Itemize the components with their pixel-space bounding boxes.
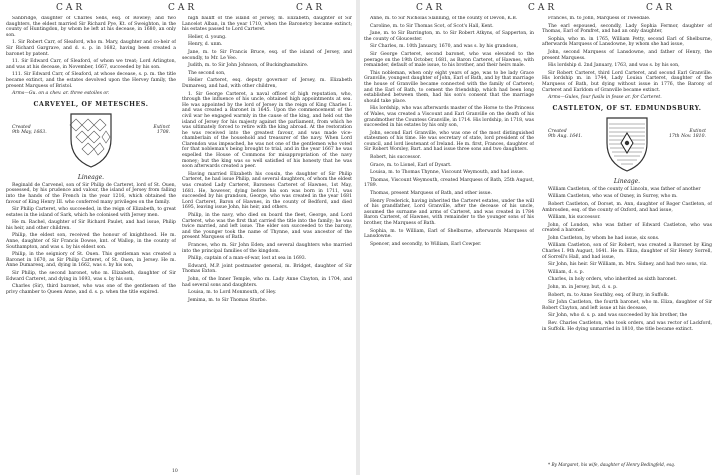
coat-of-arms-block	[6, 111, 176, 171]
paragraph: John, m. in Jersey, but, d. s. p.	[548, 285, 618, 291]
paragraph: Sir John, his heir. Sir William, m. Mrs. Sidney, and had two sons, viz.	[548, 262, 708, 268]
paragraph: Sophia, m. to William, Earl of Shelburne, afterwards Marquess of Lansdowne.	[364, 228, 534, 240]
arms-note: Arms—Gules, four fusils in fesse ar. for Carteret.	[548, 95, 662, 101]
header-right: CAR	[646, 3, 676, 13]
paragraph: Sir Philip Carteret, who succeeded, in the reign of Elizabeth, to great estates in the island of Sark, which he colonised with Jersey men.	[6, 207, 176, 218]
paragraph: Louisa, m. to Lord Monmouth, of Hey.	[188, 290, 277, 296]
paragraph: Sophia, who m. in 1765, William Petty, second Earl of Shelburne, afterwards Marquess of Lansdowne, by whom she had issue,	[542, 36, 712, 48]
header-left: CAR	[56, 3, 86, 13]
paragraph: Jemima, m. to Sir Thomas Sturbo.	[188, 297, 267, 303]
paragraph: William, his successor.	[548, 215, 601, 221]
paragraph: He m. Rachel, daughter of Sir Richard Paulet, and had issue, Philip his heir, and other children.	[6, 220, 176, 231]
page-number: 10	[172, 469, 178, 474]
paragraph: Anne, m. to Sir Nicholas Slanning, of the county of Devon, K.B.	[370, 16, 518, 21]
paragraph: John Castleton, by whom he had issue, six sons.	[548, 235, 660, 241]
paragraph: William, d. s. p.	[548, 269, 585, 275]
paragraph: Sanbridge, daughter of Charles Sells, esq. of Rowley; and two daughters, the eldest married Sir Richard Pye, Kt. of Sweighton, in the county of Huntingdon, by whom he left at his decease, in 1680, an only son.	[6, 16, 176, 38]
header-left: CAR	[416, 3, 446, 13]
paragraph: 11. Sir Edward Carr, of Sleaford, of whom we treat; Lord Arlington, and was at his decease, in November, 1667, succeeded by his son.	[6, 59, 176, 70]
paragraph: Philip, captain of a man-of-war, lost at sea in 1693.	[188, 256, 307, 262]
right-column-1	[364, 16, 534, 467]
running-header	[0, 3, 356, 15]
paragraph: Charles (Sir), third baronet, who was one of the gentlemen of the privy chamber to Queen Anne, and d. s. p. when the title expired.	[6, 284, 176, 295]
paragraph: Rev. Charles Castleton, who took orders, and was rector of Lackford, in Suffolk. He dying unmarried in 1810, the title became extinct.	[542, 321, 712, 332]
paragraph: William Castleton, who was of Oxney, in Surrey, who m.	[548, 194, 678, 200]
right-page	[360, 0, 716, 475]
left-column-2	[182, 16, 352, 467]
paragraph: 1. Sir George Carteret, a naval officer of high reputation, who, through the influence of his uncle, obtained high appointments at sea. He was appointed by the lord of Jersey in the reign of King Charles I. and was created a Baronet in 1645. Upon the commencement of the civil war he engaged warmly in the cause of the king, and held out the island of Jersey for his majesty against the parliament, from which he was ultimately forced to retire with the king abroad. At the restoration he was received into the greatest favour, and was made vice-chamberlain of the household and treasurer of the navy. When Lord Clarendon was impeached, he was not one of the gentlemen who voted for that nobleman's being brought to trial, and in the year 1667 he was expelled the House of Commons for misappropriation of the navy money; but the king was so well satisfied of his honesty that he was soon afterwards created a peer.	[182, 91, 352, 170]
footnote-text: By Margaret, his wife, daughter of Henry Bedingfeld, esq.	[551, 462, 676, 467]
paragraph: Caroline, m. to Sir Thomas Scot, of Scot's Hall, Kent.	[370, 23, 494, 29]
paragraph: Spencer, and secondly, to William, Earl Cowper.	[370, 241, 482, 247]
paragraph: Reginald de Carvenel, son of Sir Philip de Carteret, lord of St. Ouen, possessed, by his prudence and valour, the island of Jersey from falling into the hands of the French in the year 1216, which obtained the favour of King Henry III. who conferred many privileges on the family.	[6, 182, 176, 205]
shield-icon	[68, 111, 114, 169]
header-center: CAR	[168, 3, 198, 13]
created-date: Created 9th May, 1663.	[12, 124, 47, 136]
paragraph: John, of the Inner Temple, who m. Lady Anne Clayton, in 1704, and had several sons and daughters.	[182, 276, 352, 288]
lineage-heading: Lineage.	[613, 177, 641, 185]
paragraph: William Castleton, son of Sir Robert, was created a Baronet by King Charles I. 9th August, 1641. He m. Eliza, daughter of Sir Henry Sorrell, of Sorrell's Hall, and had issue,	[542, 243, 712, 260]
right-column-2	[542, 16, 712, 467]
running-header	[360, 3, 716, 15]
extinct-date: Extinct 1708.	[153, 124, 170, 136]
paragraph: The second son,	[188, 70, 226, 76]
paragraph: John, second Marquess of Lansdowne, and father of Henry, the present Marquess.	[542, 49, 712, 61]
paragraph: Henry, d. unm.	[188, 42, 223, 48]
shield-icon	[604, 115, 650, 173]
paragraph: William Castleton, of the county of Lincoln, was father of another	[548, 186, 701, 192]
paragraph: Helier Carteret, esq. deputy governor of Jersey, m. Elizabeth Dumaresq, and had, with other children,	[182, 78, 352, 89]
lineage-heading: Lineage.	[77, 173, 105, 181]
paragraph: high bailiff of the island of Jersey, m. Elizabeth, daughter of Sir Lancelot Alban, in the year 1710, when the Baronetcy became extinct; his estates passed to Lord Carteret.	[182, 16, 352, 33]
arms-note: Arms—Gu. on a chev. ar. three estoiles or.	[12, 91, 110, 97]
paragraph: Jane, m. to Sir Barrington, m. to Sir Robert Atkyns, of Sapperton, in the county of Gloucester.	[364, 31, 534, 42]
footnote-mark: *	[548, 462, 552, 467]
footnote	[548, 462, 708, 467]
paragraph: His lordship d. 2nd January, 1763, and was s. by his son,	[548, 63, 680, 69]
left-page	[0, 0, 356, 475]
paragraph: Frances, m. to John, Marquess of Tweedale.	[548, 16, 651, 21]
paragraph: The earl espoused, secondly, Lady Sophia Fermor, daughter of Thomas, Earl of Pomfret, and had an only daughter,	[542, 23, 712, 35]
paragraph: Frances, who m. Sir John Eden; and several daughters who married into the principal families of the kingdom.	[182, 242, 352, 254]
paragraph: Edward, M.P. joint postmaster general, m. Bridget, daughter of Sir Thomas Exton.	[182, 263, 352, 275]
paragraph: John, of London, who was father of Edward Castleton, who was created a baronet.	[542, 222, 712, 234]
paragraph: Robert Castleton, of Dorset, m. Ann, daughter of Roger Castleton, of Ambrosden, esq. of the county of Oxford, and had issue,	[542, 201, 712, 213]
extinct-date: Extinct 17th Nov. 1810.	[668, 128, 706, 140]
paragraph: His lordship, who was afterwards master of the Horse to the Princess of Wales, was created a Viscount and Earl Granville on the death of his grandmother the Countess Granville, in 1714. His lordship, in 1718, was succeeded in his estates by his only son,	[364, 106, 534, 129]
section-title: CASTLETON, OF ST. EDMUNDSBURY.	[552, 104, 702, 112]
paragraph: John, second Earl Granville, who was one of the most distinguished statesmen of his time. He was secretary of state, lord president of the council, and lord lieutenant of Ireland. He m. first, Frances, daughter of Sir Robert Worsley, Bart. and had issue three sons and two daughters.	[364, 130, 534, 153]
created-date: Created 9th Aug. 1641.	[548, 128, 583, 140]
left-column-1	[6, 16, 176, 467]
paragraph: 111. Sir Edward Carr, of Sleaford, at whose decease, s. p. m. the title became extinct, and the estates devolved upon the Hervey family, the present Marquess of Bristol.	[6, 72, 176, 89]
paragraph: Robert, his successor.	[370, 155, 421, 161]
paragraph: Louisa, m. to Thomas Thynne, Viscount Weymouth, and had issue.	[370, 170, 525, 176]
section-title: CARVEYEL, OF METESCHES.	[33, 100, 149, 108]
paragraph: Philip, in the navy, who died on board the fleet, George, and Lord Carteret, who was the first that carried the title into the family; he was twice married, and left issue. The elder son succeeded to the barony, and the younger took the name of Thynne, and was ancestor of the present Marquess of Bath.	[182, 213, 352, 241]
paragraph: Jane, m. to Sir Francis Bruce, esq. of the island of Jersey, and secondly, to Mr. Le Veo.	[182, 49, 352, 61]
paragraph: Judith, m. to Sir John Johnson, of Buckinghamshire.	[188, 63, 309, 69]
paragraph: Henry Frederick, having inherited the Carteret estates, under the will of his grandfather, Lord Granville, after the decease of his uncle, assumed the surname and arms of Carteret, and was created in 1784 Baron Carteret, of Hawnes, with remainder to the younger sons of his brother, the Marquess of Bath.	[364, 198, 534, 226]
paragraph: Sir Philip, the second baronet, who m. Elizabeth, daughter of Sir Edward Carteret, and dying in 1693, was s. by his son,	[6, 271, 176, 282]
paragraph: Sir Charles, m. 10th January, 1670, and was s. by his grandson,	[370, 44, 518, 50]
paragraph: This nobleman, when only eight years of age, was to be lady Grace Granville, youngest daughter of John, Earl of Bath, and by that marriage the house of Granville became connected with the family of Carteret; and the Earl of Bath, to cement the friendship, which had been long established between them, had his son's consent that the marriage should take place.	[364, 70, 534, 104]
paragraph: Philip, the eldest son, received the honour of knighthood. He m. Anne, daughter of Sir Francis Dowse, knt. of Wallop, in the county of Southampton, and was s. by his eldest son.	[6, 233, 176, 250]
coat-of-arms-block	[542, 115, 712, 175]
paragraph: Sir John, who d. s. p. and was succeeded by his brother, the	[548, 313, 688, 319]
paragraph: Thomas, Viscount Weymouth, created Marquess of Bath, 25th August, 1789.	[364, 177, 534, 189]
header-center: CAR	[528, 3, 558, 13]
paragraph: Sir George Carteret, second baronet, who was elevated to the peerage on the 19th October, 1681, as Baron Carteret, of Hawnes, with remainder, default of male issue, to his brother, and their heirs male.	[364, 51, 534, 69]
paragraph: Philip, in the seigniory of St. Ouen. This gentleman was created a Baronet in 1670, as Sir Philip Carteret, of St. Ouen, in Jersey. He m. Anne Dumaresq, and, dying in 1662, was s. by his son,	[6, 252, 176, 269]
paragraph: 1. Sir Robert Carr, of Sleaford, who m. Mary, daughter and co-heir of Sir Richard Gargrave, and d. s. p. in 1682, having been created a baronet by patent.	[6, 40, 176, 57]
paragraph: Helier, d. young.	[188, 34, 227, 40]
paragraph: Grace, m. to Lionel, Earl of Dysart.	[370, 162, 452, 168]
paragraph: Sir Robert Carteret, third Lord Carteret, and second Earl Granville. His lordship m. in 1744, Lady Louisa Carteret, daughter of the Marquess of Bath, but dying without issue in 1776, the Barony of Carteret and Earldom of Granville became extinct.	[542, 70, 712, 93]
header-right: CAR	[296, 3, 326, 13]
paragraph: Robert, m. to Anne Southby, esq. of Bury, in Suffolk.	[548, 292, 670, 298]
paragraph: Sir John Castleton, the fourth baronet, who m. Eliza, daughter of Sir Robert Clayton, and left issue at his decease,	[542, 300, 712, 311]
paragraph: Charles, in holy orders, who inherited as sixth baronet.	[548, 277, 677, 283]
paragraph: Having married Elizabeth his cousin, the daughter of Sir Philip Carteret, he had issue Philip, and several daughters, of whom the eldest was created Lady Carteret, Baroness Carteret of Hawnes, 1st May, 1681. He, however, dying before his son was born in 1711, was succeeded by his grandson, George, who was created in the year 1681 Lord Carteret, Baron of Hawnes, in the county of Bedford, and died 1695, leaving issue John, his heir, and others.	[182, 171, 352, 211]
paragraph: Thomas, present Marquess of Bath, and other issue.	[370, 191, 492, 197]
